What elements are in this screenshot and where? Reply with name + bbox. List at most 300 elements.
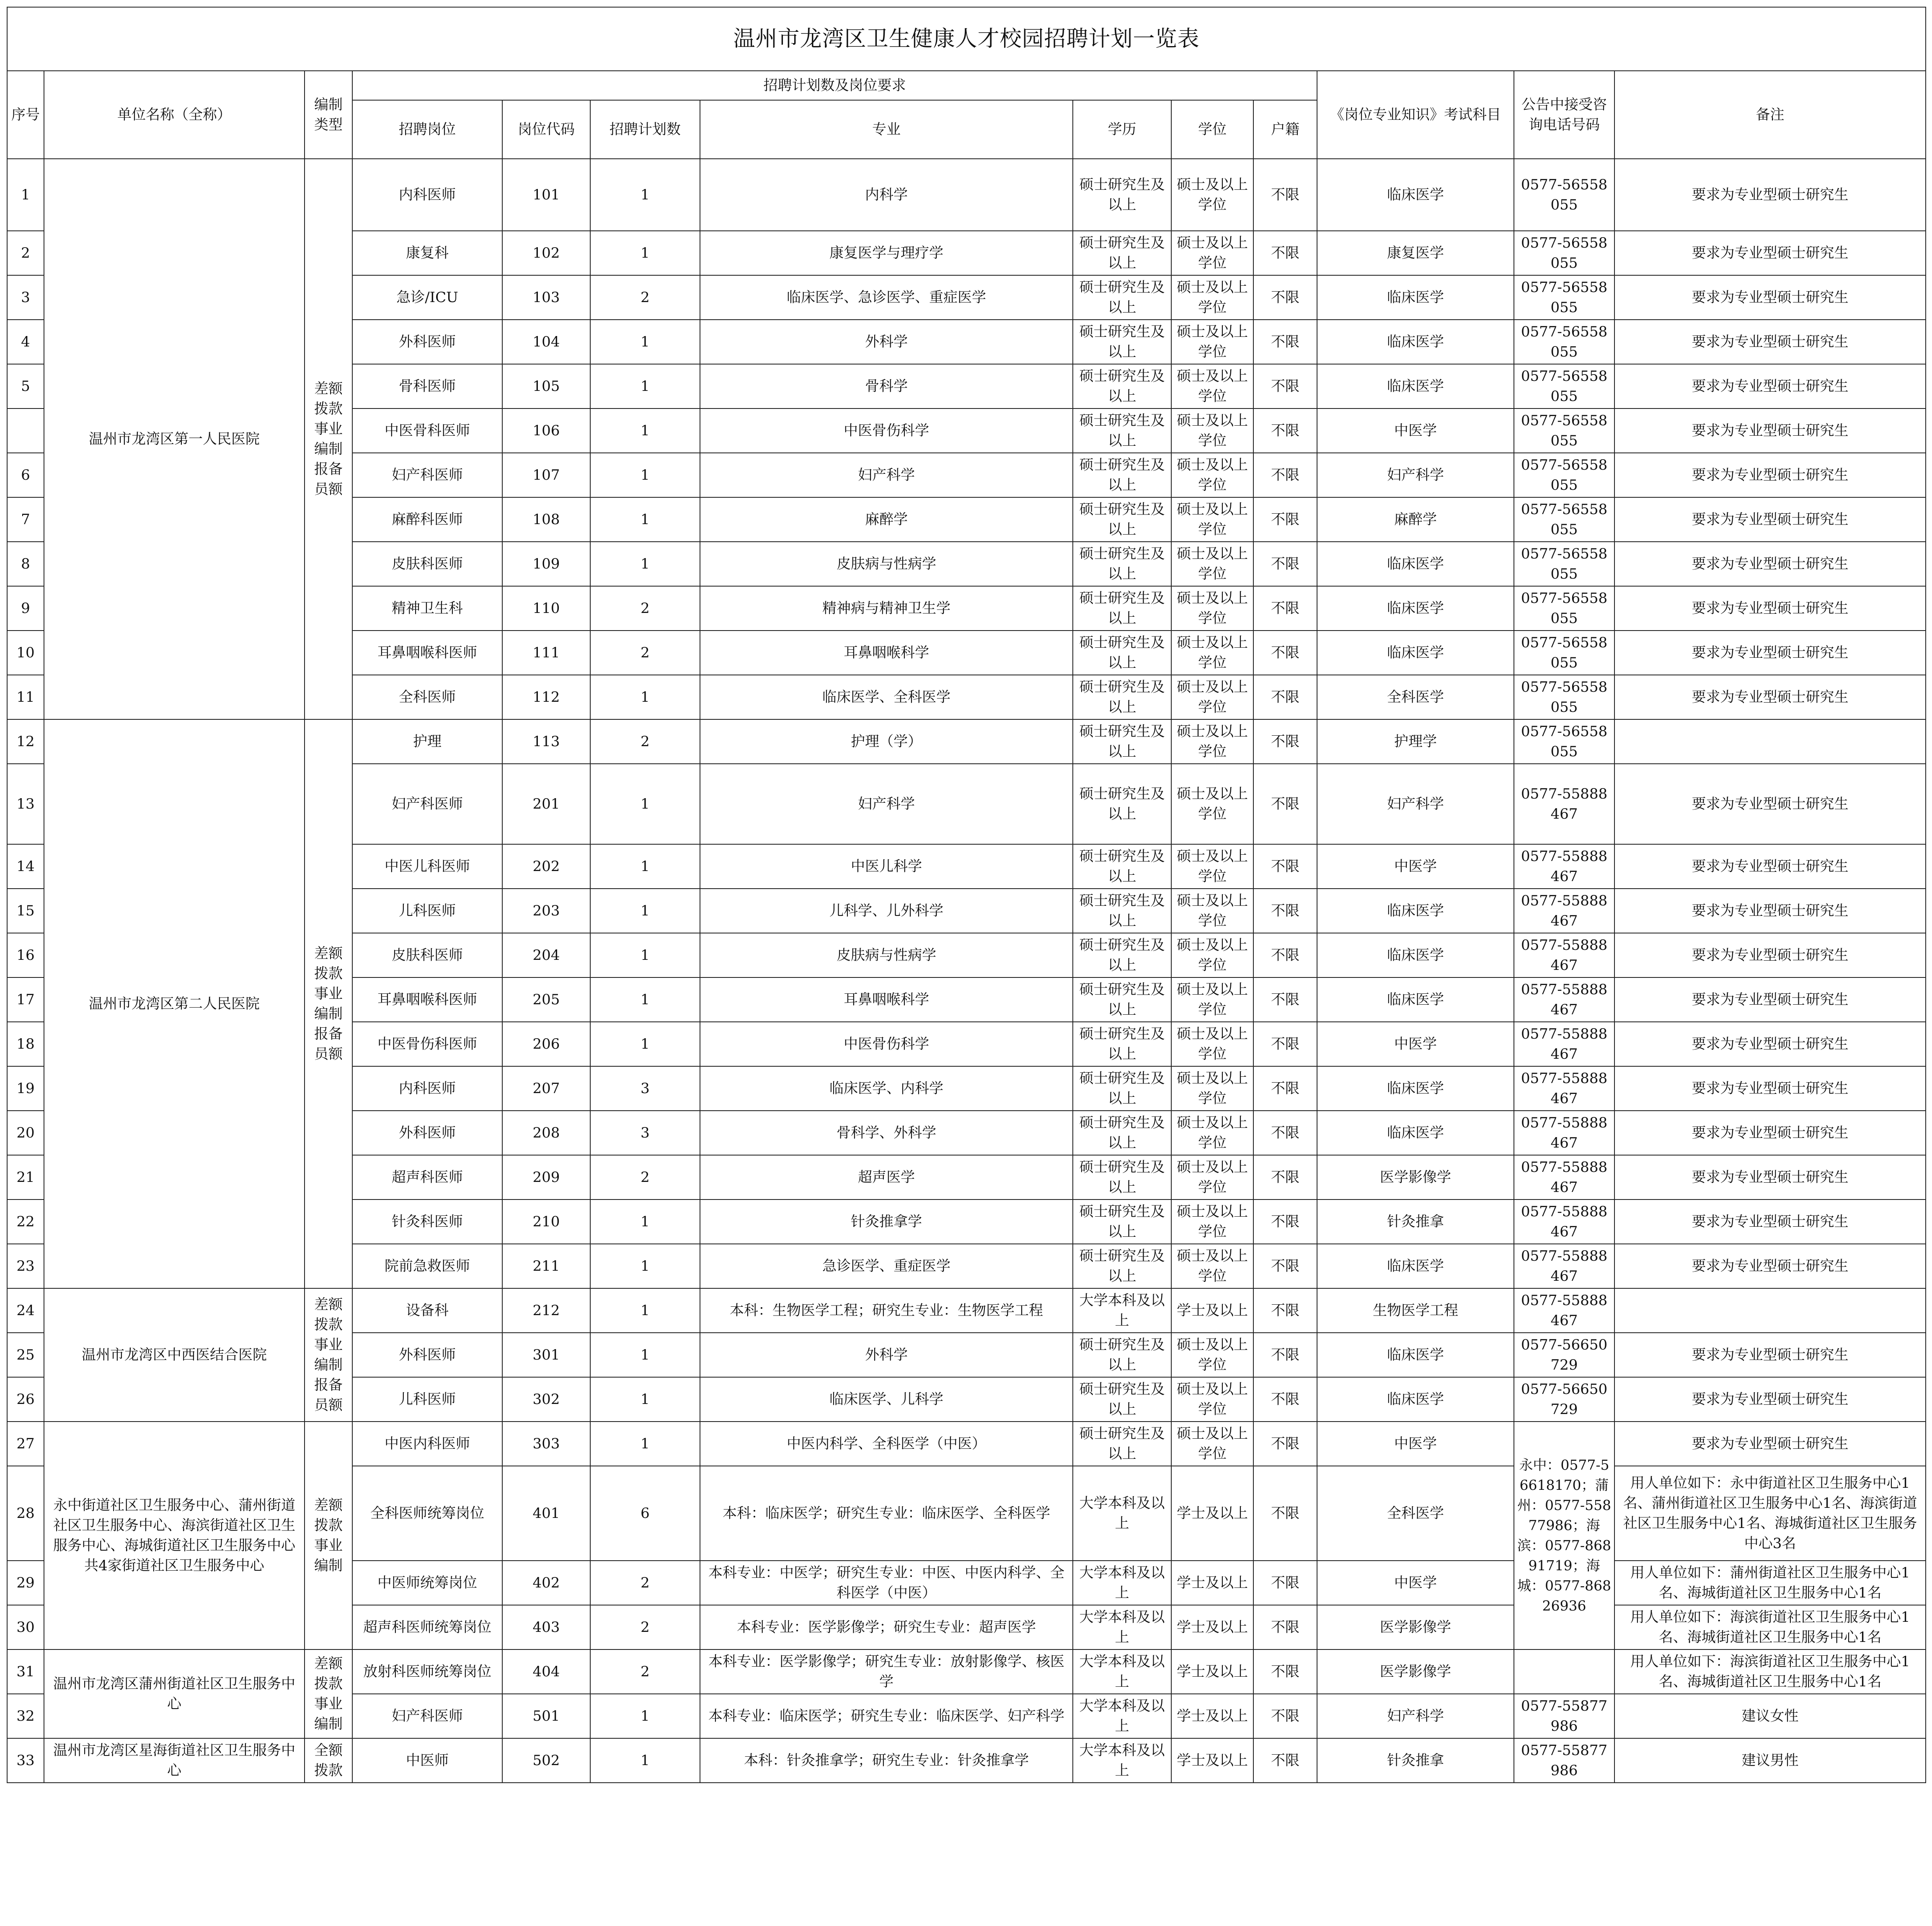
cell-exam: 医学影像学	[1317, 1155, 1514, 1200]
cell-hukou: 不限	[1253, 1466, 1317, 1561]
cell-remark: 要求为专业型硕士研究生	[1614, 364, 1926, 408]
cell-edu: 硕士研究生及以上	[1073, 933, 1171, 977]
cell-degree: 硕士及以上学位	[1171, 1111, 1253, 1155]
cell-count: 2	[590, 1155, 700, 1200]
cell-remark: 建议女性	[1614, 1694, 1926, 1738]
cell-post: 精神卫生科	[352, 586, 502, 631]
cell-exam: 临床医学	[1317, 542, 1514, 586]
cell-hukou: 不限	[1253, 1377, 1317, 1422]
cell-hukou: 不限	[1253, 764, 1317, 844]
header-unit: 单位名称（全称）	[44, 71, 305, 159]
cell-major: 临床医学、全科医学	[700, 675, 1073, 719]
cell-hukou: 不限	[1253, 1200, 1317, 1244]
cell-hukou: 不限	[1253, 586, 1317, 631]
cell-post: 放射科医师统筹岗位	[352, 1649, 502, 1694]
cell-post: 针灸科医师	[352, 1200, 502, 1244]
cell-phone: 0577-55888467	[1514, 889, 1614, 933]
cell-degree: 硕士及以上学位	[1171, 231, 1253, 275]
header-count: 招聘计划数	[590, 100, 700, 159]
row-seq: 33	[7, 1738, 44, 1783]
table-row	[7, 1738, 1926, 1783]
cell-remark: 要求为专业型硕士研究生	[1614, 977, 1926, 1022]
cell-major: 妇产科学	[700, 453, 1073, 497]
cell-post: 中医内科医师	[352, 1422, 502, 1466]
cell-degree: 硕士及以上学位	[1171, 542, 1253, 586]
cell-major: 本科专业：临床医学；研究生专业：临床医学、妇产科学	[700, 1694, 1073, 1738]
cell-exam: 临床医学	[1317, 889, 1514, 933]
cell-edu: 硕士研究生及以上	[1073, 631, 1171, 675]
cell-hukou: 不限	[1253, 675, 1317, 719]
cell-exam: 医学影像学	[1317, 1605, 1514, 1649]
row-seq: 27	[7, 1422, 44, 1466]
header-phone: 公告中接受咨询电话号码	[1514, 71, 1614, 159]
cell-phone: 0577-56558055	[1514, 275, 1614, 320]
cell-exam: 临床医学	[1317, 1244, 1514, 1288]
cell-edu: 大学本科及以上	[1073, 1649, 1171, 1694]
cell-exam: 临床医学	[1317, 586, 1514, 631]
row-seq: 1	[7, 159, 44, 231]
cell-major: 麻醉学	[700, 497, 1073, 542]
cell-degree: 学士及以上	[1171, 1649, 1253, 1694]
cell-exam: 临床医学	[1317, 1066, 1514, 1111]
cell-degree: 硕士及以上学位	[1171, 933, 1253, 977]
cell-phone: 0577-55888467	[1514, 1111, 1614, 1155]
cell-post: 中医骨伤科医师	[352, 1022, 502, 1066]
cell-post: 儿科医师	[352, 889, 502, 933]
cell-edu: 硕士研究生及以上	[1073, 1422, 1171, 1466]
row-seq: 2	[7, 231, 44, 275]
cell-edu: 硕士研究生及以上	[1073, 1377, 1171, 1422]
cell-major: 中医儿科学	[700, 844, 1073, 889]
cell-major: 本科专业：医学影像学；研究生专业：放射影像学、核医学	[700, 1649, 1073, 1694]
cell-major: 外科学	[700, 320, 1073, 364]
cell-count: 2	[590, 586, 700, 631]
cell-major: 耳鼻咽喉科学	[700, 631, 1073, 675]
cell-hukou: 不限	[1253, 719, 1317, 764]
cell-hukou: 不限	[1253, 1111, 1317, 1155]
cell-post: 中医师	[352, 1738, 502, 1783]
cell-hukou: 不限	[1253, 159, 1317, 231]
cell-edu: 硕士研究生及以上	[1073, 844, 1171, 889]
cell-hukou: 不限	[1253, 844, 1317, 889]
cell-remark: 要求为专业型硕士研究生	[1614, 1066, 1926, 1111]
cell-phone: 0577-56558055	[1514, 719, 1614, 764]
recruitment-table-sheet	[7, 7, 1925, 1783]
cell-remark: 要求为专业型硕士研究生	[1614, 1200, 1926, 1244]
recruitment-table	[7, 7, 1926, 1783]
cell-post: 耳鼻咽喉科医师	[352, 631, 502, 675]
cell-phone: 0577-56558055	[1514, 364, 1614, 408]
cell-count: 1	[590, 453, 700, 497]
staffing-type: 全额拨款	[305, 1738, 352, 1783]
cell-count: 2	[590, 1649, 700, 1694]
cell-degree: 学士及以上	[1171, 1605, 1253, 1649]
cell-edu: 硕士研究生及以上	[1073, 408, 1171, 453]
cell-edu: 硕士研究生及以上	[1073, 977, 1171, 1022]
unit-name: 永中街道社区卫生服务中心、蒲州街道社区卫生服务中心、海滨街道社区卫生服务中心、海城街道社区卫生服务中心共4家街道社区卫生服务中心	[44, 1422, 305, 1649]
cell-post: 妇产科医师	[352, 764, 502, 844]
cell-major: 本科：临床医学；研究生专业：临床医学、全科医学	[700, 1466, 1073, 1561]
cell-exam: 临床医学	[1317, 320, 1514, 364]
cell-count: 1	[590, 1422, 700, 1466]
row-seq: 30	[7, 1605, 44, 1649]
table-body	[7, 159, 1926, 1783]
cell-code: 106	[502, 408, 590, 453]
cell-post: 全科医师统筹岗位	[352, 1466, 502, 1561]
cell-post: 内科医师	[352, 159, 502, 231]
cell-count: 1	[590, 1333, 700, 1377]
cell-code: 303	[502, 1422, 590, 1466]
cell-remark: 要求为专业型硕士研究生	[1614, 933, 1926, 977]
cell-degree: 硕士及以上学位	[1171, 586, 1253, 631]
header-edu: 学历	[1073, 100, 1171, 159]
cell-remark: 要求为专业型硕士研究生	[1614, 1244, 1926, 1288]
cell-exam: 妇产科学	[1317, 1694, 1514, 1738]
header-post: 招聘岗位	[352, 100, 502, 159]
cell-post: 骨科医师	[352, 364, 502, 408]
cell-phone: 0577-55888467	[1514, 1244, 1614, 1288]
cell-remark: 用人单位如下：海滨街道社区卫生服务中心1名、海城街道社区卫生服务中心1名	[1614, 1605, 1926, 1649]
cell-phone: 0577-56650729	[1514, 1333, 1614, 1377]
cell-degree: 硕士及以上学位	[1171, 977, 1253, 1022]
cell-count: 1	[590, 889, 700, 933]
cell-post: 外科医师	[352, 320, 502, 364]
cell-exam: 妇产科学	[1317, 764, 1514, 844]
cell-edu: 硕士研究生及以上	[1073, 497, 1171, 542]
cell-major: 精神病与精神卫生学	[700, 586, 1073, 631]
cell-edu: 硕士研究生及以上	[1073, 1333, 1171, 1377]
cell-post: 皮肤科医师	[352, 933, 502, 977]
cell-count: 1	[590, 1377, 700, 1422]
cell-phone: 0577-55888467	[1514, 1022, 1614, 1066]
cell-post: 麻醉科医师	[352, 497, 502, 542]
cell-edu: 硕士研究生及以上	[1073, 453, 1171, 497]
cell-edu: 硕士研究生及以上	[1073, 889, 1171, 933]
cell-code: 113	[502, 719, 590, 764]
cell-count: 1	[590, 497, 700, 542]
row-seq: 31	[7, 1649, 44, 1694]
cell-remark: 要求为专业型硕士研究生	[1614, 1155, 1926, 1200]
table-title: 温州市龙湾区卫生健康人才校园招聘计划一览表	[7, 7, 1926, 71]
cell-edu: 硕士研究生及以上	[1073, 231, 1171, 275]
cell-count: 1	[590, 1738, 700, 1783]
cell-remark	[1614, 719, 1926, 764]
cell-major: 妇产科学	[700, 764, 1073, 844]
cell-edu: 硕士研究生及以上	[1073, 1244, 1171, 1288]
cell-remark: 要求为专业型硕士研究生	[1614, 675, 1926, 719]
cell-edu: 硕士研究生及以上	[1073, 275, 1171, 320]
cell-code: 404	[502, 1649, 590, 1694]
cell-count: 1	[590, 320, 700, 364]
cell-degree: 硕士及以上学位	[1171, 453, 1253, 497]
cell-post: 皮肤科医师	[352, 542, 502, 586]
cell-exam: 临床医学	[1317, 364, 1514, 408]
cell-degree: 硕士及以上学位	[1171, 675, 1253, 719]
cell-count: 2	[590, 719, 700, 764]
cell-degree: 硕士及以上学位	[1171, 364, 1253, 408]
cell-major: 临床医学、内科学	[700, 1066, 1073, 1111]
cell-major: 中医骨伤科学	[700, 1022, 1073, 1066]
cell-major: 本科：针灸推拿学；研究生专业：针灸推拿学	[700, 1738, 1073, 1783]
cell-phone: 0577-56650729	[1514, 1377, 1614, 1422]
cell-post: 超声科医师统筹岗位	[352, 1605, 502, 1649]
cell-hukou: 不限	[1253, 364, 1317, 408]
staffing-type: 差额拨款事业编制报备员额	[305, 719, 352, 1288]
cell-phone: 0577-55888467	[1514, 844, 1614, 889]
cell-major: 儿科学、儿外科学	[700, 889, 1073, 933]
cell-exam: 中医学	[1317, 1561, 1514, 1605]
row-seq: 3	[7, 275, 44, 320]
row-seq: 32	[7, 1694, 44, 1738]
cell-post: 中医儿科医师	[352, 844, 502, 889]
cell-edu: 大学本科及以上	[1073, 1466, 1171, 1561]
table-row	[7, 1288, 1926, 1333]
row-seq	[7, 408, 44, 453]
cell-degree: 硕士及以上学位	[1171, 889, 1253, 933]
header-hukou: 户籍	[1253, 100, 1317, 159]
cell-code: 104	[502, 320, 590, 364]
cell-post: 急诊/ICU	[352, 275, 502, 320]
cell-exam: 临床医学	[1317, 1111, 1514, 1155]
cell-code: 102	[502, 231, 590, 275]
cell-hukou: 不限	[1253, 1333, 1317, 1377]
cell-count: 1	[590, 159, 700, 231]
cell-major: 骨科学、外科学	[700, 1111, 1073, 1155]
cell-degree: 硕士及以上学位	[1171, 275, 1253, 320]
cell-major: 本科专业：医学影像学；研究生专业：超声医学	[700, 1605, 1073, 1649]
header-degree: 学位	[1171, 100, 1253, 159]
cell-edu: 硕士研究生及以上	[1073, 542, 1171, 586]
row-seq: 14	[7, 844, 44, 889]
cell-degree: 硕士及以上学位	[1171, 719, 1253, 764]
cell-phone: 0577-56558055	[1514, 631, 1614, 675]
cell-degree: 硕士及以上学位	[1171, 1333, 1253, 1377]
cell-degree: 学士及以上	[1171, 1738, 1253, 1783]
cell-remark: 用人单位如下：永中街道社区卫生服务中心1名、蒲州街道社区卫生服务中心1名、海滨街道社区卫生服务中心1名、海城街道社区卫生服务中心3名	[1614, 1466, 1926, 1561]
cell-remark: 要求为专业型硕士研究生	[1614, 408, 1926, 453]
cell-phone: 0577-55888467	[1514, 933, 1614, 977]
cell-phone: 0577-56558055	[1514, 231, 1614, 275]
header-seq: 序号	[7, 71, 44, 159]
cell-hukou: 不限	[1253, 231, 1317, 275]
cell-exam: 临床医学	[1317, 159, 1514, 231]
cell-remark: 要求为专业型硕士研究生	[1614, 1111, 1926, 1155]
row-seq: 25	[7, 1333, 44, 1377]
row-seq: 15	[7, 889, 44, 933]
table-row	[7, 719, 1926, 764]
cell-phone: 0577-55888467	[1514, 764, 1614, 844]
cell-code: 502	[502, 1738, 590, 1783]
cell-exam: 麻醉学	[1317, 497, 1514, 542]
staffing-type: 差额拨款事业编制报备员额	[305, 1288, 352, 1422]
cell-code: 101	[502, 159, 590, 231]
cell-major: 护理（学）	[700, 719, 1073, 764]
cell-remark: 建议男性	[1614, 1738, 1926, 1783]
cell-code: 201	[502, 764, 590, 844]
cell-hukou: 不限	[1253, 497, 1317, 542]
cell-degree: 硕士及以上学位	[1171, 764, 1253, 844]
cell-degree: 硕士及以上学位	[1171, 408, 1253, 453]
cell-count: 1	[590, 844, 700, 889]
row-seq: 4	[7, 320, 44, 364]
cell-code: 210	[502, 1200, 590, 1244]
cell-edu: 硕士研究生及以上	[1073, 364, 1171, 408]
cell-exam: 针灸推拿	[1317, 1200, 1514, 1244]
cell-post: 内科医师	[352, 1066, 502, 1111]
cell-degree: 学士及以上	[1171, 1466, 1253, 1561]
cell-remark: 要求为专业型硕士研究生	[1614, 764, 1926, 844]
cell-degree: 硕士及以上学位	[1171, 1377, 1253, 1422]
cell-degree: 硕士及以上学位	[1171, 1422, 1253, 1466]
table-row	[7, 1649, 1926, 1694]
cell-edu: 硕士研究生及以上	[1073, 159, 1171, 231]
row-seq: 18	[7, 1022, 44, 1066]
cell-code: 209	[502, 1155, 590, 1200]
cell-count: 1	[590, 1200, 700, 1244]
cell-exam: 中医学	[1317, 844, 1514, 889]
cell-hukou: 不限	[1253, 275, 1317, 320]
cell-exam: 生物医学工程	[1317, 1288, 1514, 1333]
cell-phone: 0577-56558055	[1514, 408, 1614, 453]
cell-hukou: 不限	[1253, 631, 1317, 675]
cell-remark: 要求为专业型硕士研究生	[1614, 1333, 1926, 1377]
cell-count: 1	[590, 977, 700, 1022]
cell-degree: 硕士及以上学位	[1171, 1066, 1253, 1111]
cell-count: 1	[590, 675, 700, 719]
cell-remark	[1614, 1288, 1926, 1333]
cell-edu: 大学本科及以上	[1073, 1738, 1171, 1783]
cell-major: 临床医学、急诊医学、重症医学	[700, 275, 1073, 320]
cell-edu: 硕士研究生及以上	[1073, 1066, 1171, 1111]
cell-count: 3	[590, 1111, 700, 1155]
cell-exam: 临床医学	[1317, 933, 1514, 977]
unit-name: 温州市龙湾区第二人民医院	[44, 719, 305, 1288]
cell-post: 中医骨科医师	[352, 408, 502, 453]
row-seq: 8	[7, 542, 44, 586]
row-seq: 9	[7, 586, 44, 631]
cell-remark: 要求为专业型硕士研究生	[1614, 275, 1926, 320]
cell-code: 110	[502, 586, 590, 631]
cell-exam: 全科医学	[1317, 1466, 1514, 1561]
cell-phone: 0577-56558055	[1514, 497, 1614, 542]
cell-count: 1	[590, 933, 700, 977]
cell-hukou: 不限	[1253, 1694, 1317, 1738]
cell-code: 108	[502, 497, 590, 542]
staffing-type: 差额拨款事业编制	[305, 1649, 352, 1738]
cell-hukou: 不限	[1253, 1244, 1317, 1288]
cell-code: 403	[502, 1605, 590, 1649]
cell-code: 401	[502, 1466, 590, 1561]
cell-post: 康复科	[352, 231, 502, 275]
header-exam: 《岗位专业知识》考试科目	[1317, 71, 1514, 159]
cell-phone: 0577-55888467	[1514, 1155, 1614, 1200]
cell-phone: 0577-55877986	[1514, 1694, 1614, 1738]
table-row	[7, 159, 1926, 231]
cell-code: 205	[502, 977, 590, 1022]
cell-phone	[1514, 1649, 1614, 1694]
cell-code: 112	[502, 675, 590, 719]
cell-code: 202	[502, 844, 590, 889]
cell-degree: 硕士及以上学位	[1171, 320, 1253, 364]
cell-code: 501	[502, 1694, 590, 1738]
cell-hukou: 不限	[1253, 889, 1317, 933]
cell-code: 302	[502, 1377, 590, 1422]
cell-exam: 中医学	[1317, 1422, 1514, 1466]
cell-count: 1	[590, 408, 700, 453]
row-seq: 21	[7, 1155, 44, 1200]
header-type: 编制类型	[305, 71, 352, 159]
cell-count: 3	[590, 1066, 700, 1111]
cell-edu: 硕士研究生及以上	[1073, 586, 1171, 631]
cell-major: 临床医学、儿科学	[700, 1377, 1073, 1422]
cell-exam: 全科医学	[1317, 675, 1514, 719]
cell-major: 本科：生物医学工程；研究生专业：生物医学工程	[700, 1288, 1073, 1333]
cell-hukou: 不限	[1253, 1738, 1317, 1783]
cell-hukou: 不限	[1253, 1155, 1317, 1200]
cell-phone: 0577-56558055	[1514, 675, 1614, 719]
row-seq: 17	[7, 977, 44, 1022]
cell-major: 骨科学	[700, 364, 1073, 408]
header-code: 岗位代码	[502, 100, 590, 159]
cell-code: 109	[502, 542, 590, 586]
row-seq: 23	[7, 1244, 44, 1288]
cell-degree: 硕士及以上学位	[1171, 631, 1253, 675]
cell-exam: 中医学	[1317, 1022, 1514, 1066]
unit-name: 温州市龙湾区中西医结合医院	[44, 1288, 305, 1422]
cell-post: 中医师统筹岗位	[352, 1561, 502, 1605]
cell-count: 1	[590, 1244, 700, 1288]
cell-phone: 0577-55888467	[1514, 977, 1614, 1022]
cell-exam: 妇产科学	[1317, 453, 1514, 497]
cell-edu: 大学本科及以上	[1073, 1561, 1171, 1605]
cell-edu: 大学本科及以上	[1073, 1694, 1171, 1738]
cell-phone: 0577-56558055	[1514, 159, 1614, 231]
cell-edu: 硕士研究生及以上	[1073, 1111, 1171, 1155]
row-seq: 24	[7, 1288, 44, 1333]
cell-code: 301	[502, 1333, 590, 1377]
cell-code: 103	[502, 275, 590, 320]
cell-count: 2	[590, 275, 700, 320]
cell-degree: 硕士及以上学位	[1171, 159, 1253, 231]
cell-edu: 硕士研究生及以上	[1073, 1155, 1171, 1200]
table-row	[7, 1422, 1926, 1466]
staffing-type: 差额拨款事业编制报备员额	[305, 159, 352, 719]
cell-count: 2	[590, 1605, 700, 1649]
cell-major: 急诊医学、重症医学	[700, 1244, 1073, 1288]
cell-major: 针灸推拿学	[700, 1200, 1073, 1244]
cell-count: 2	[590, 631, 700, 675]
row-seq: 19	[7, 1066, 44, 1111]
cell-post: 儿科医师	[352, 1377, 502, 1422]
cell-phone: 0577-56558055	[1514, 542, 1614, 586]
cell-remark: 要求为专业型硕士研究生	[1614, 844, 1926, 889]
cell-hukou: 不限	[1253, 977, 1317, 1022]
cell-major: 内科学	[700, 159, 1073, 231]
cell-code: 107	[502, 453, 590, 497]
cell-phone: 0577-55888467	[1514, 1200, 1614, 1244]
cell-post: 外科医师	[352, 1111, 502, 1155]
row-seq: 22	[7, 1200, 44, 1244]
cell-post: 护理	[352, 719, 502, 764]
cell-phone: 0577-56558055	[1514, 586, 1614, 631]
cell-degree: 硕士及以上学位	[1171, 1155, 1253, 1200]
cell-code: 203	[502, 889, 590, 933]
cell-count: 1	[590, 1694, 700, 1738]
row-seq: 6	[7, 453, 44, 497]
cell-degree: 学士及以上	[1171, 1288, 1253, 1333]
cell-exam: 护理学	[1317, 719, 1514, 764]
header-major: 专业	[700, 100, 1073, 159]
